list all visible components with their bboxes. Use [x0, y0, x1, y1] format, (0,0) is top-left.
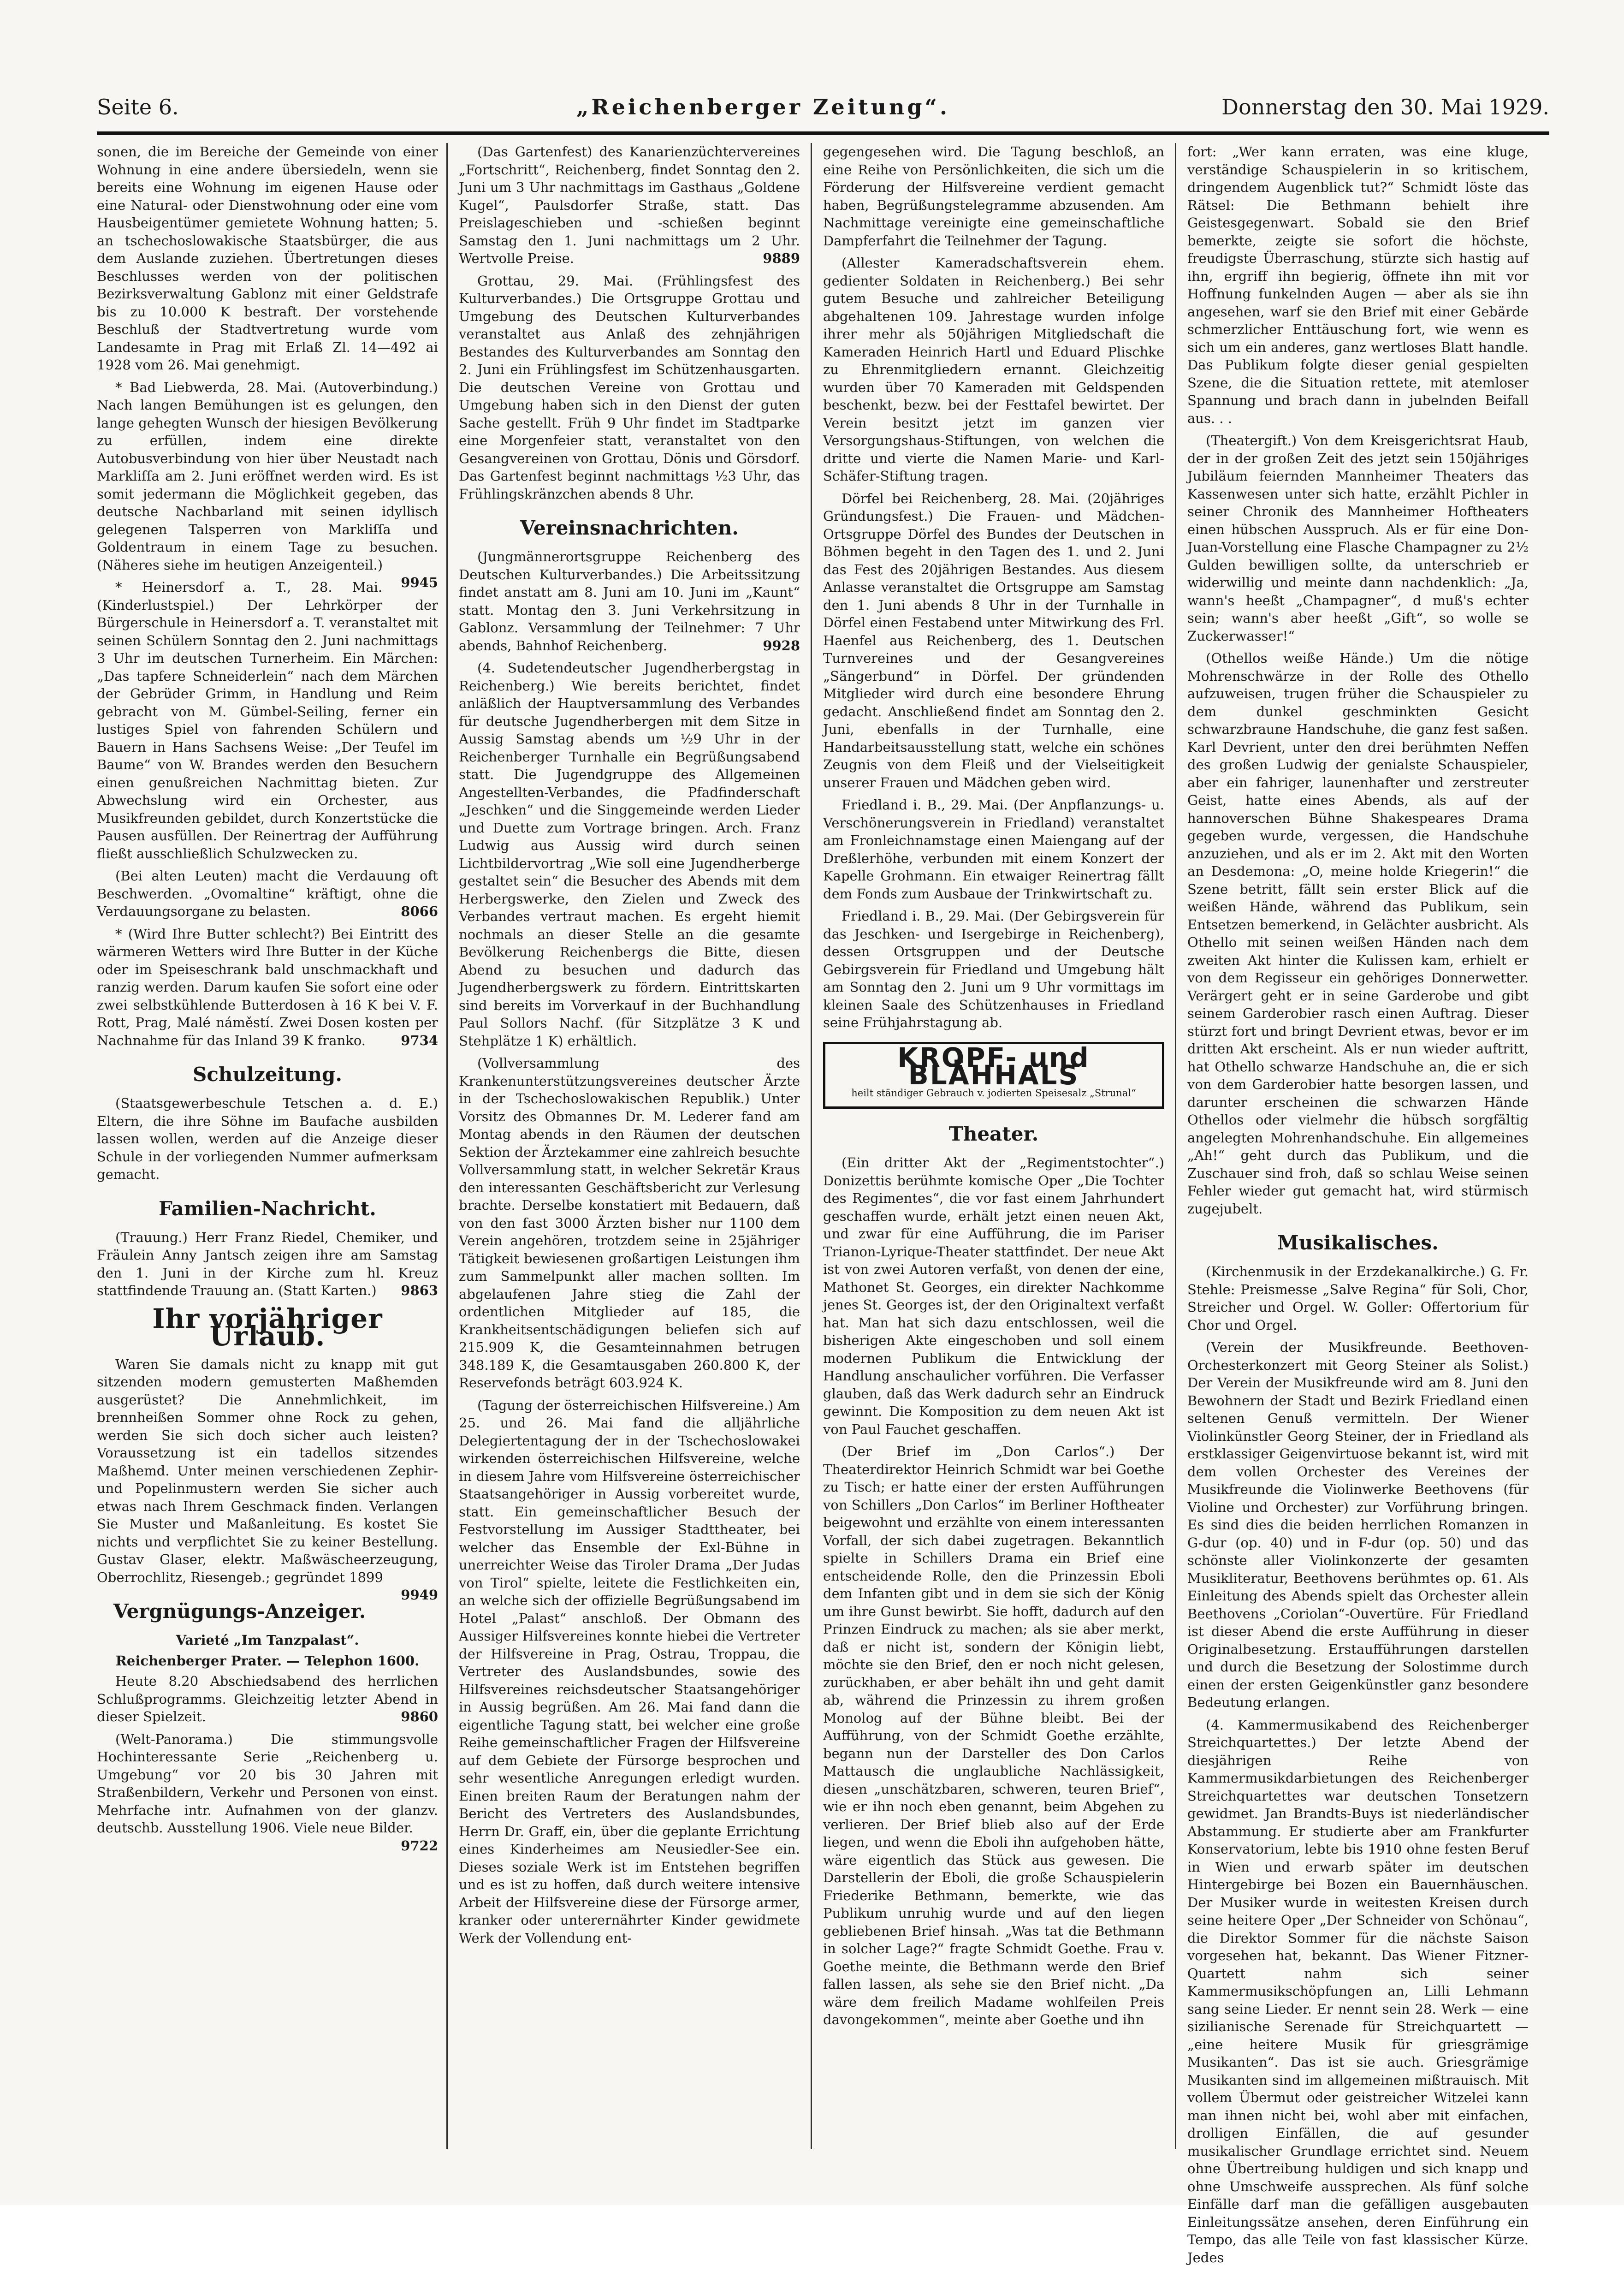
- article-tetschen: (Staatsgewerbeschule Tetschen a. d. E.) Eltern, die ihre Söhne im Baufache ausbilden lassen wollen, werden auf die Anzeige dieser Schule in der vorliegenden Nummer aufmerksam gemacht.: [97, 1095, 438, 1182]
- ad-title: KROPF- und BLÄHHALS: [897, 1041, 1090, 1091]
- article-text: (Bei alten Leuten) macht die Verdauung oft Beschwerden. „Ovomaltine“ kräftigt, ohne die Verdauungsorgane zu belasten.: [97, 868, 438, 919]
- article-theatergift: (Theatergift.) Von dem Kreisgerichtsrat Haub, der in der großen Zeit des jetzt sein 150jähriges Jubiläum feiernden Mannheimer Theaters das Kassenwesen unter sich hatte, erzählt Pichler in seiner Chronik des Mannheimer Hoftheaters einen hübschen Ausspruch. Als er für eine Don-Juan-Vorstellung eine Flasche Champagner zu 2½ Gulden bewilligen sollte, da unterschrieb er widerwillig und meinte dann nachdenklich: „Ja, wann's heeßt „Champagner“, d muß's echter sein; wann's aber heeßt „Gift“, so wolle se Zuckerwasser!“: [1187, 433, 1529, 644]
- section-heading: Vereinsnachrichten.: [520, 517, 739, 539]
- section-heading: Musikalisches.: [1277, 1231, 1439, 1254]
- article-kammermusik: (4. Kammermusikabend des Reichenberger Streichquartettes.) Der letzte Abend der diesjährigen Reihe von Kammermusikdarbietungen des Reichenberger Streichquartettes war deutschen Tonsetzern gewidmet. Jan Brandts-Buys ist niederländischer Abstammung. Er studierte aber am Frankfurter Konservatorium, lebte bis 1910 ohne festen Beruf in Wien und erwarb später im deutschen Hintergebirge bei Bozen ein Bauernhäuschen. Der Musiker wurde in weitesten Kreisen durch seine heitere Oper „Der Schneider von Schönau“, die Direktor Sommer für die nächste Saison vorgesehen hat, bekannt. Das Wiener Fitzner-Quartett nahm sich seiner Kammermusikschöpfungen an, Lilli Lehmann sang seine Lieder. Er nennt sein 28. Werk — eine sizilianische Serenade für Streichquartett — „eine heitere Musik für griesgrämige Musikanten“. Das ist sie auch. Griesgrämige Musikanten sind im allgemeinen mißtrauisch. Mit vollem Übermut oder geistreicher Witzelei kann man ihnen nicht bei, wohl aber mit einfachen, drolligen Einfällen, die auf gesunder musikalischer Grundlage errichtet sind. Neuem ohne Übertreibung huldigen und sich knapp und ohne Umschweife aussprechen. Als fünf solche Einfälle darf man die gefälligen ausgebauten Einleitungssätze ansehen, deren Einführung ein Tempo, das alle Teile von fast klassischer Kürze. Jedes: [1187, 1717, 1529, 2265]
- article-jugendherbergstag: (4. Sudetendeutscher Jugendherbergstag in Reichenberg.) Wie bereits berichtet, findet anläßlich der Hauptversammlung des Verbandes für deutsche Jugendherbergen mit dem Sitze in Aussig Samstag abends um ½9 Uhr in der Reichenberger Turnhalle ein Begrüßungsabend statt. Die Jugendgruppe des Allgemeinen Angestellten-Verbandes, die Pfadfinderschaft „Jeschken“ und die Singgemeinde werden Lieder und Duette zum Vortrage bringen. Arch. Franz Ludwig aus Aussig wird durch seinen Lichtbildervortrag „Wie soll eine Jugendherberge gestaltet sein“ die Besucher des Abends mit dem Herbergswerke, den Zielen und Zweck des Verbandes vertraut machen. Es ergeht hiemit nochmals an dieser Stelle an die gesamte Bevölkerung Reichenbergs die Bitte, diesen Abend zu besuchen und dadurch das Jugendherbergswerk zu fördern. Eintrittskarten sind bereits im Vorverkauf in der Buchhandlung Paul Sollors Nachf. (für Sitzplätze 3 K und Stehplätze 1 K) erhältlich.: [459, 660, 800, 1049]
- article-doerfel: Dörfel bei Reichenberg, 28. Mai. (20jähriges Gründungsfest.) Die Frauen- und Mädchen-Ortsgruppe Dörfel des Bundes der Deutschen in Böhmen begeht in den Tagen des 1. und 2. Juni das Fest des 20jährigen Bestandes. Aus diesem Anlasse veranstaltet die Ortsgruppe am Samstag den 1. Juni abends 8 Uhr in der Turnhalle in Dörfel einen Festabend unter Mitwirkung des Frl. Haenfel aus Reichenberg, des 1. Deutschen Turnvereines und der Gesangvereines „Sängerbund“ in Dörfel. Der gründenden Mitglieder wird durch eine besondere Ehrung gedacht. Anschließend findet am Sonntag den 2. Juni, ebenfalls in der Turnhalle, eine Handarbeitsausstellung statt, welche ein schönes Zeugnis von dem Fleiß und der Vielseitigkeit unserer Frauen und Mädchen geben wird.: [823, 490, 1164, 791]
- article-text: Heute 8.20 Abschiedsabend des herrlichen Schlußprogramms. Gleichzeitig letzter Abend in dieser Spielzeit.: [97, 1673, 438, 1724]
- column-3: [823, 143, 1164, 2033]
- article-don-carlos: (Der Brief im „Don Carlos“.) Der Theaterdirektor Heinrich Schmidt war bei Goethe zu Tisch; er hatte einer der ersten Aufführungen von Schillers „Don Carlos“ im Berliner Hoftheater beigewohnt und erzählte von einem interessanten Vorfall, der sich dabei zugetragen. Bekanntlich spielte in Schillers Drama ein Brief eine entscheidende Rolle, den die Prinzessin Eboli dem Infanten gibt und in dem sie sich der König um ihre Gunst bewirbt. Sie hofft, dadurch auf den Prinzen Eindruck zu machen; als sie aber merkt, daß er nicht ist, sondern der Königin liebt, möchte sie den Brief, den er noch nicht gelesen, zurückhaben, er aber behält ihn und geht damit ab, während die Prinzessin zu ihrem großen Monolog auf der Bühne bleibt. Bei der Aufführung, von der Schmidt Goethe erzählte, begann nun der Darsteller des Don Carlos Mattausch die unglaubliche Nachlässigkeit, diesen „unschätzbaren, schweren, teuren Brief“, wie er ihn noch eben genannt, beim Abgehen zu verlieren. Der Brief blieb also auf der Erde liegen, und wenn die Eboli ihn aufgehoben hätte, wäre eigentlich das Stück aus gewesen. Die Darstellerin der Eboli, die große Schauspielerin Friederike Bethmann, bemerkte, wie das Publikum unruhig wurde und auf den liegen gebliebenen Brief hinsah. „Was tat die Bethmann in solcher Lage?“ fragte Schmidt Goethe. Frau v. Goethe meinte, die Bethmann werde den Brief fallen lassen, als sehe sie den Brief nicht. „Da wäre dem freilich Madame wohlfeilen Preis davongekommen“, meinte aber Goethe und ihn: [823, 1444, 1164, 2027]
- article-text: * Bad Liebwerda, 28. Mai. (Autoverbindung.) Nach langen Bemühungen ist es gelungen, den lange gehegten Wunsch der hiesigen Bevölkerung zu erfüllen, indem eine direkte Autobusverbindung von hier über Neustadt nach Markliſſa am 2. Juni eröffnet werden wird. Es ist somit jedermann die Möglichkeit gegeben, das deutsche Nachbarland mit seinen idyllisch gelegenen Talsperren von Markliſſa und Goldentraum in einem Tage zu besuchen. (Näheres siehe im heutigen Anzeigenteil.): [97, 379, 438, 573]
- article-musikfreunde: (Verein der Musikfreunde. Beethoven-Orchesterkonzert mit Georg Steiner als Solist.) Der Verein der Musikfreunde wird am 8. Juni den Bewohnern der Stadt und Bezirk Friedland einen seltenen Genuß vermitteln. Der Wiener Violinkünstler Georg Steiner, der in Friedland als erstklassiger Geigenvirtuose bekannt ist, wird mit dem vollen Orchester des Vereines der Musikfreunde die Violinwerke Beethovens (für Violine und Orchester) zur Vorführung bringen. Es sind dies die beiden herrlichen Romanzen in G-dur (op. 40) und in F-dur (op. 50) und das schönste aller Violinkonzerte der gesamten Musikliteratur, Beethovens berühmtes op. 61. Als Einleitung des Abends spielt das Orchester allein Beethovens „Coriolan“-Ouvertüre. Für Friedland ist dieser Abend die erste Aufführung in dieser Originalbesetzung. Erstaufführungen darstellen und durch die Besetzung der Solostimme durch einen der ersten Geigenkünstler ganz besondere Bedeutung erlangen.: [1187, 1339, 1529, 1710]
- issue-date: Donnerstag den 30. Mai 1929.: [1221, 95, 1549, 119]
- article-text: (Das Gartenfest) des Kanarienzüchtervereines „Fortschritt“, Reichenberg, findet Sonntag den 2. Juni um 3 Uhr nachmittags im Gasthaus „Goldene Kugel“, Paulsdorfer Straße, statt. Das Preislageschieben und -schießen beginnt Samstag den 1. Juni nachmittags um 2 Uhr. Wertvolle Preise.: [459, 144, 800, 266]
- article-hilfsvereine: (Tagung der österreichischen Hilfsvereine.) Am 25. und 26. Mai fand die alljährliche Delegiertentagung der in der Tschechoslowakei wirkenden österreichischen Hilfsvereine, welche in diesem Jahre vom Hilfsvereine österreichischer Staatsangehöriger in Aussig vorbereitet wurde, statt. Ein gemeinschaftlicher Besuch der Festvorstellung im Aussiger Stadttheater, bei welcher das Ensemble der Exl-Bühne in unerreichter Weise das Tiroler Drama „Der Judas von Tirol“ spielte, leitete die Festlichkeiten ein, an welche sich der offizielle Begrüßungsabend im Hotel „Palast“ anschloß. Der Obmann des Aussiger Hilfsvereines konnte hiebei die Vertreter der Hilfsvereine in Prag, Ostrau, Troppau, die Vertreter des Auslandsbundes, sowie des Hilfsvereines reichsdeutscher Staatsangehöriger in Aussig begrüßen. Am 26. Mai fand dann die eigentliche Tagung statt, bei welcher eine große Reihe gemeinschaftlicher Fragen der Hilfsvereine auf dem Gebiete der Fürsorge besprochen und sehr wesentliche Anregungen erledigt wurden. Einen breiten Raum der Beratungen nahm der Bericht des Vertreters des Auslandsbundes, Herrn Dr. Graff, ein, über die geplante Errichtung eines Kinderheimes am Neusiedler-See ein. Dieses soziale Werk ist im Entstehen begriffen und es ist zu hoffen, daß durch weitere intensive Arbeit der Hilfsvereine diese der Fürsorge armer, kranker oder unterernährter Kinder gewidmete Werk der Vollendung ent-: [459, 1397, 800, 1946]
- notice-prater: [97, 1672, 438, 1726]
- ad-heading: Ihr vorjähriger Urlaub.: [152, 1302, 383, 1352]
- ad-number: 9863: [401, 1283, 438, 1298]
- notice-butter: [97, 925, 438, 1050]
- ad-kropf: [823, 1042, 1164, 1109]
- sub-heading: Reichenberger Prater. — Telephon 1600.: [115, 1653, 420, 1669]
- ad-number: 9722: [401, 1837, 438, 1854]
- sub-heading: Varieté „Im Tanzpalast“.: [176, 1632, 359, 1648]
- article-text: Waren Sie damals nicht zu knapp mit gut sitzenden modern gemusterten Maßhemden ausgerüstet? Die Annehmlichkeit, im brennheißen Sommer ohne Rock zu gehen, werden Sie sich doch sicher auch leisten? Voraussetzung ist ein tadellos sitzendes Maßhemd. Unter meinen verschiedenen Zephir- und Popelinmustern werden Sie sicher auch etwas nach Ihrem Geschmack finden. Verlangen Sie Muster und Maßanleitung. Es kostet Sie nichts und verpflichtet Sie zu keiner Bestellung. Gustav Glaser, elektr. Maßwäscheerzeugung, Oberrochlitz, Riesengeb.; gegründet 1899: [97, 1356, 438, 1585]
- article-othello: (Othellos weiße Hände.) Um die nötige Mohrenschwärze in der Rolle des Othello aufzuweisen, trugen früher die Schauspieler zu dem dunkel geschminkten Gesicht schwarzbraune Handschuhe, die ganz fest saßen. Karl Devrient, unter den drei berühmten Neffen des großen Ludwig der genialste Schauspieler, aber ein fahriger, launenhafter und zerstreuter Geist, hatte eines Abends, als auf der hannoverschen Bühne Shakespeares Drama gegeben wurde, vergessen, die Handschuhe anzuziehen, und als er im 2. Akt mit den Worten an Desdemona: „O, meine holde Kriegerin!“ die Szene betritt, fällt sein erster Blick auf die weißen Hände, während das Publikum, sein Entsetzen bemerkend, in Gelächter ausbricht. Als Othello mit seinen weißen Händen nach dem zweiten Akt hinter die Kulissen kam, erhielt er von dem Regisseur ein gehöriges Donnerwetter. Verärgert geht er in seine Garderobe und gibt seinem Garderobier rasch einen Auftrag. Dieser stürzt fort und bringt Devrient etwas, bevor er im dritten Akt erscheint. Als er nun wieder auftritt, hat Othello schwarze Handschuhe an, die er sich von dem Garderobier hatte besorgen lassen, und darunter erscheinen die schwarzen Hände Othellos oder vielmehr die hübsch sorgfältig angelegten Mohrenhandschuhe. Ein allgemeines „Ah!“ geht durch das Publikum, und die Zuschauer sind froh, daß so schlau Weise seinen Fehler wieder gut gemacht hat, wird stürmisch zugejubelt.: [1187, 650, 1529, 1217]
- page-header: [97, 95, 1549, 127]
- article-heinersdorf: * Heinersdorf a. T., 28. Mai. (Kinderlustspiel.) Der Lehrkörper der Bürgerschule in Heinersdorf a. T. veranstaltet mit seinen Schülern Sonntag den 2. Juni nachmittags 3 Uhr im deutschen Turnerheim. Ein Märchen: „Das tapfere Schneiderlein“ nach dem Märchen der Gebrüder Grimm, in Handlung und Reim gebracht von M. Gümbel-Seiling, ferner ein lustiges Spiel von fahrenden Schülern und Bauern in Hans Sachsens Weise: „Der Teufel im Baume“ von W. Brandes werden den Besuchern einen genußreichen Nachmittag bieten. Zur Abwechslung wird ein Orchester, aus Musikfreunden gebildet, durch Konzertstücke die Pausen ausfüllen. Der Reinertrag der Aufführung fließt ausschließlich Schulzwecken zu.: [97, 579, 438, 862]
- section-heading: Familien-Nachricht.: [159, 1197, 376, 1220]
- article-friedland-2: Friedland i. B., 29. Mai. (Der Gebirgsverein für das Jeschken- und Isergebirge in Reichenberg), dessen Ortsgruppen und der Deutsche Gebirgsverein für Friedland und Umgebung hält am Sonntag den 2. Juni um 9 Uhr vormittags im kleinen Saale des Schützenhauses in Friedland seine Frühjahrstagung ab.: [823, 908, 1164, 1030]
- article-text: fort: „Wer kann erraten, was eine kluge, verständige Schauspielerin in so kritischem, dringendem Augenblick tut?“ Schmidt löste das Rätsel: Die Bethmann behielt ihre Geistesgegenwart. Sobald sie den Brief bemerkte, zeigte sie sofort die höchste, freudigste Überraschung, stürzte sich hastig auf ihn, ergriff ihn begierig, öffnete ihn mit vor Hoffnung funkelnden Augen — aber als sie ihn angesehen, warf sie den Brief mit einer Gebärde schmerzlicher Enttäuschung fort, wie wenn es sich um ein anderes, ganz wertloses Blatt handle. Das Publikum folgte dieser genial gespielten Szene, die die Situation rettete, mit atemloser Spannung und brach dann in jubelnden Beifall aus. . .: [1187, 144, 1529, 426]
- article-kameradschaftsverein: (Allester Kameradschaftsverein ehem. gedienter Soldaten in Reichenberg.) Bei sehr gutem Besuche und zahlreicher Beteiligung abgehaltenen 109. Jahrestage wurden infolge ihrer mehr als 50jährigen Mitgliedschaft die Kameraden Heinrich Hartl und Eduard Plischke zu Ehrenmitgliedern ernannt. Gleichzeitig wurden über 70 Kameraden mit Geldspenden beschenkt, bezw. bei der Festtafel bewirtet. Der Verein besitzt jetzt im ganzen vier Versorgungshaus-Stiftungen, von welchen die dritte und vierte die Namen Marie- und Karl-Schäfer-Stiftung tragen.: [823, 255, 1164, 484]
- ad-number: 9889: [763, 250, 800, 266]
- notice-ovomaltine: [97, 867, 438, 921]
- article-bad-liebwerda: [97, 379, 438, 590]
- article-text: (Trauung.) Herr Franz Riedel, Chemiker, und Fräulein Anny Jantsch zeigen ihre am Samstag den 1. Juni in der Kirche zum hl. Kreuz stattfindende Trauung an. (Statt Karten.): [97, 1229, 438, 1298]
- notice-welt-panorama: [97, 1730, 438, 1854]
- ad-number: 9860: [401, 1709, 438, 1724]
- section-heading: Vergnügungs-Anzeiger.: [113, 1600, 366, 1623]
- article-text: (Jungmännerortsgruppe Reichenberg des Deutschen Kulturverbandes.) Die Arbeitssitzung findet anstatt am 8. Juni am 10. Juni im „Kaunt“ statt. Montag den 3. Juni Verkehrsitzung in Gablonz. Versammlung der Teilnehmer: 7 Uhr abends, Bahnhof Reichenberg.: [459, 549, 800, 654]
- article-kirchenmusik: (Kirchenmusik in der Erzdekanalkirche.) G. Fr. Stehle: Preismesse „Salve Regina“ für Soli, Chor, Streicher und Orgel. W. Goller: Offertorium für Chor und Orgel.: [1187, 1264, 1529, 1333]
- column-divider: [811, 143, 812, 2149]
- column-divider: [1175, 143, 1176, 2149]
- ad-number: 8066: [401, 904, 438, 919]
- article-text: sonen, die im Bereiche der Gemeinde von einer Wohnung in eine andere übersiedeln, wenn sie bereits eine Wohnung im eigenen Hause oder eine Natural- oder Dienstwohnung oder eine vom Hausbeigentümer gemietete Wohnung hatten; 5. an tschechoslowakische Staatsbürger, die aus dem Auslande zuziehen. Übertretungen dieses Beschlusses werden von der politischen Bezirksverwaltung Gablonz mit einer Geldstrafe bis zu 10.000 K bestraft. Der vorstehende Beschluß der Stadtvertretung wurde vom Landesamte in Prag mit Erlaß Zl. 14—492 ai 1928 vom 26. Mai genehmigt.: [97, 144, 438, 373]
- column-4: [1187, 143, 1529, 2271]
- article-text: gegengesehen wird. Die Tagung beschloß, an eine Reihe von Persönlichkeiten, die sich um die Förderung der Hilfsvereine verdient gemacht haben, Begrüßungstelegramme abzusenden. Am Nachmittage vereinigte eine gemeinschaftliche Dampferfahrt die Teilnehmer der Tagung.: [823, 144, 1164, 249]
- ad-subtitle: heilt ständiger Gebrauch v. jodierten Speisesalz „Strunal“: [851, 1087, 1136, 1099]
- ad-number: 9928: [763, 637, 800, 654]
- article-friedland-1: Friedland i. B., 29. Mai. (Der Anpflanzungs- u. Verschönerungsverein in Friedland) veranstaltet am Fronleichnamstage einen Maiengang auf der Dreßlerhöhe, verbunden mit einem Konzert der Kapelle Grohmann. Ein etwaiger Reinertrag fällt dem Fonds zum Ausbaue der Trinkwirtschaft zu.: [823, 797, 1164, 902]
- column-1: [97, 143, 438, 1855]
- article-text: (Welt-Panorama.) Die stimmungsvolle Hochinteressante Serie „Reichenberg u. Umgebung“ vor 20 bis 30 Jahren mit Straßenbildern, Verkehr und Personen von einst. Mehrfache intr. Aufnahmen von der glanzv. deutschb. Ausstellung 1906. Viele neue Bilder.: [97, 1731, 438, 1836]
- column-2: [459, 143, 800, 1951]
- section-heading: Schulzeitung.: [193, 1063, 342, 1086]
- ad-number: 9945: [401, 575, 438, 590]
- article-jungmaenner: [459, 548, 800, 654]
- column-divider: [446, 143, 448, 2149]
- article-grottau: Grottau, 29. Mai. (Frühlingsfest des Kulturverbandes.) Die Ortsgruppe Grottau und Umgebung des Deutschen Kulturverbandes veranstaltet aus Anlaß des zehnjährigen Bestandes des Kulturverbandes am Sonntag den 2. Juni ein Frühlingsfest im Schützenhausgarten. Die deutschen Vereine von Grottau und Umgebung haben sich in den Dienst der guten Sache gestellt. Früh 9 Uhr findet im Stadtparke eine Morgenfeier statt, veranstaltet von den Gesangvereinen von Grottau, Dönis und Görsdorf. Das Gartenfest beginnt nachmittags ½3 Uhr, das Frühlingskränzchen abends 8 Uhr.: [459, 273, 800, 502]
- article-regimentstochter: (Ein dritter Akt der „Regimentstochter“.) Donizettis berühmte komische Oper „Die Tochter des Regimentes“, die vor fast einem Jahrhundert geschaffen wurde, erhält jetzt einen neuen Akt, und zwar für eine Aufführung, die im Pariser Trianon-Lyrique-Theater stattfindet. Der neue Akt ist von zwei Autoren verfaßt, von denen der eine, Mathonet St. Georges, ein direkter Nachkomme jenes St. Georges ist, der den Originaltext verfaßt hat. Man hat sich dazu entschlossen, weil die bisherigen Akte eingeschoben und soll einem modernen Publikum die Entwicklung der Handlung anschaulicher vorführen. Die Verfasser glauben, daß das Werk dadurch sehr an Eindruck gewinnt. Die Komposition zu dem neuen Akt ist von Paul Fauchet geschaffen.: [823, 1155, 1164, 1437]
- masthead: „Reichenberger Zeitung“.: [576, 95, 950, 119]
- article-gartenfest: [459, 143, 800, 268]
- article-aerzte: (Vollversammlung des Krankenunterstützungsvereines deutscher Ärzte in der Tschechoslowakischen Republik.) Unter Vorsitz des Obmannes Dr. M. Lederer fand am Montag abends in den Räumen der deutschen Sektion der Ärztekammer eine zahlreich besuchte Vollversammlung statt, in welcher Sekretär Kraus den interessanten Geschäftsbericht zur Verlesung brachte. Derselbe konstatiert mit Bedauern, daß von den fast 3000 Ärzten bisher nur 1100 dem Verein angehören, trotzdem seine in 25jähriger Tätigkeit bewiesenen großartigen Leistungen ihm zum Sammelpunkt aller machen sollten. Im abgelaufenen Jahre stieg die Zahl der ordentlichen Mitglieder auf 185, die Krankheitsentschädigungen beliefen sich auf 215.909 K, die Gesamteinnahmen betrugen 348.189 K, die Gesamtausgaben 260.800 K, der Reservefonds beträgt 603.924 K.: [459, 1055, 800, 1391]
- ad-number: 9734: [401, 1032, 438, 1048]
- article-trauung: [97, 1229, 438, 1300]
- ad-number: 9949: [401, 1587, 438, 1603]
- article-text: * (Wird Ihre Butter schlecht?) Bei Eintritt des wärmeren Wetters wird Ihre Butter in der Küche oder im Speiseschrank bald unschmackhaft und ranzig werden. Darum kaufen Sie sofort eine oder zwei selbstkühlende Butterdosen à 16 K bei V. F. Rott, Prag, Malé náměstí. Zwei Dosen kosten per Nachnahme für das Inland 39 K franko.: [97, 926, 438, 1048]
- ad-glaser: [97, 1355, 438, 1603]
- page-number: Seite 6.: [97, 95, 179, 119]
- header-rule: [97, 131, 1549, 135]
- section-heading: Theater.: [948, 1123, 1039, 1145]
